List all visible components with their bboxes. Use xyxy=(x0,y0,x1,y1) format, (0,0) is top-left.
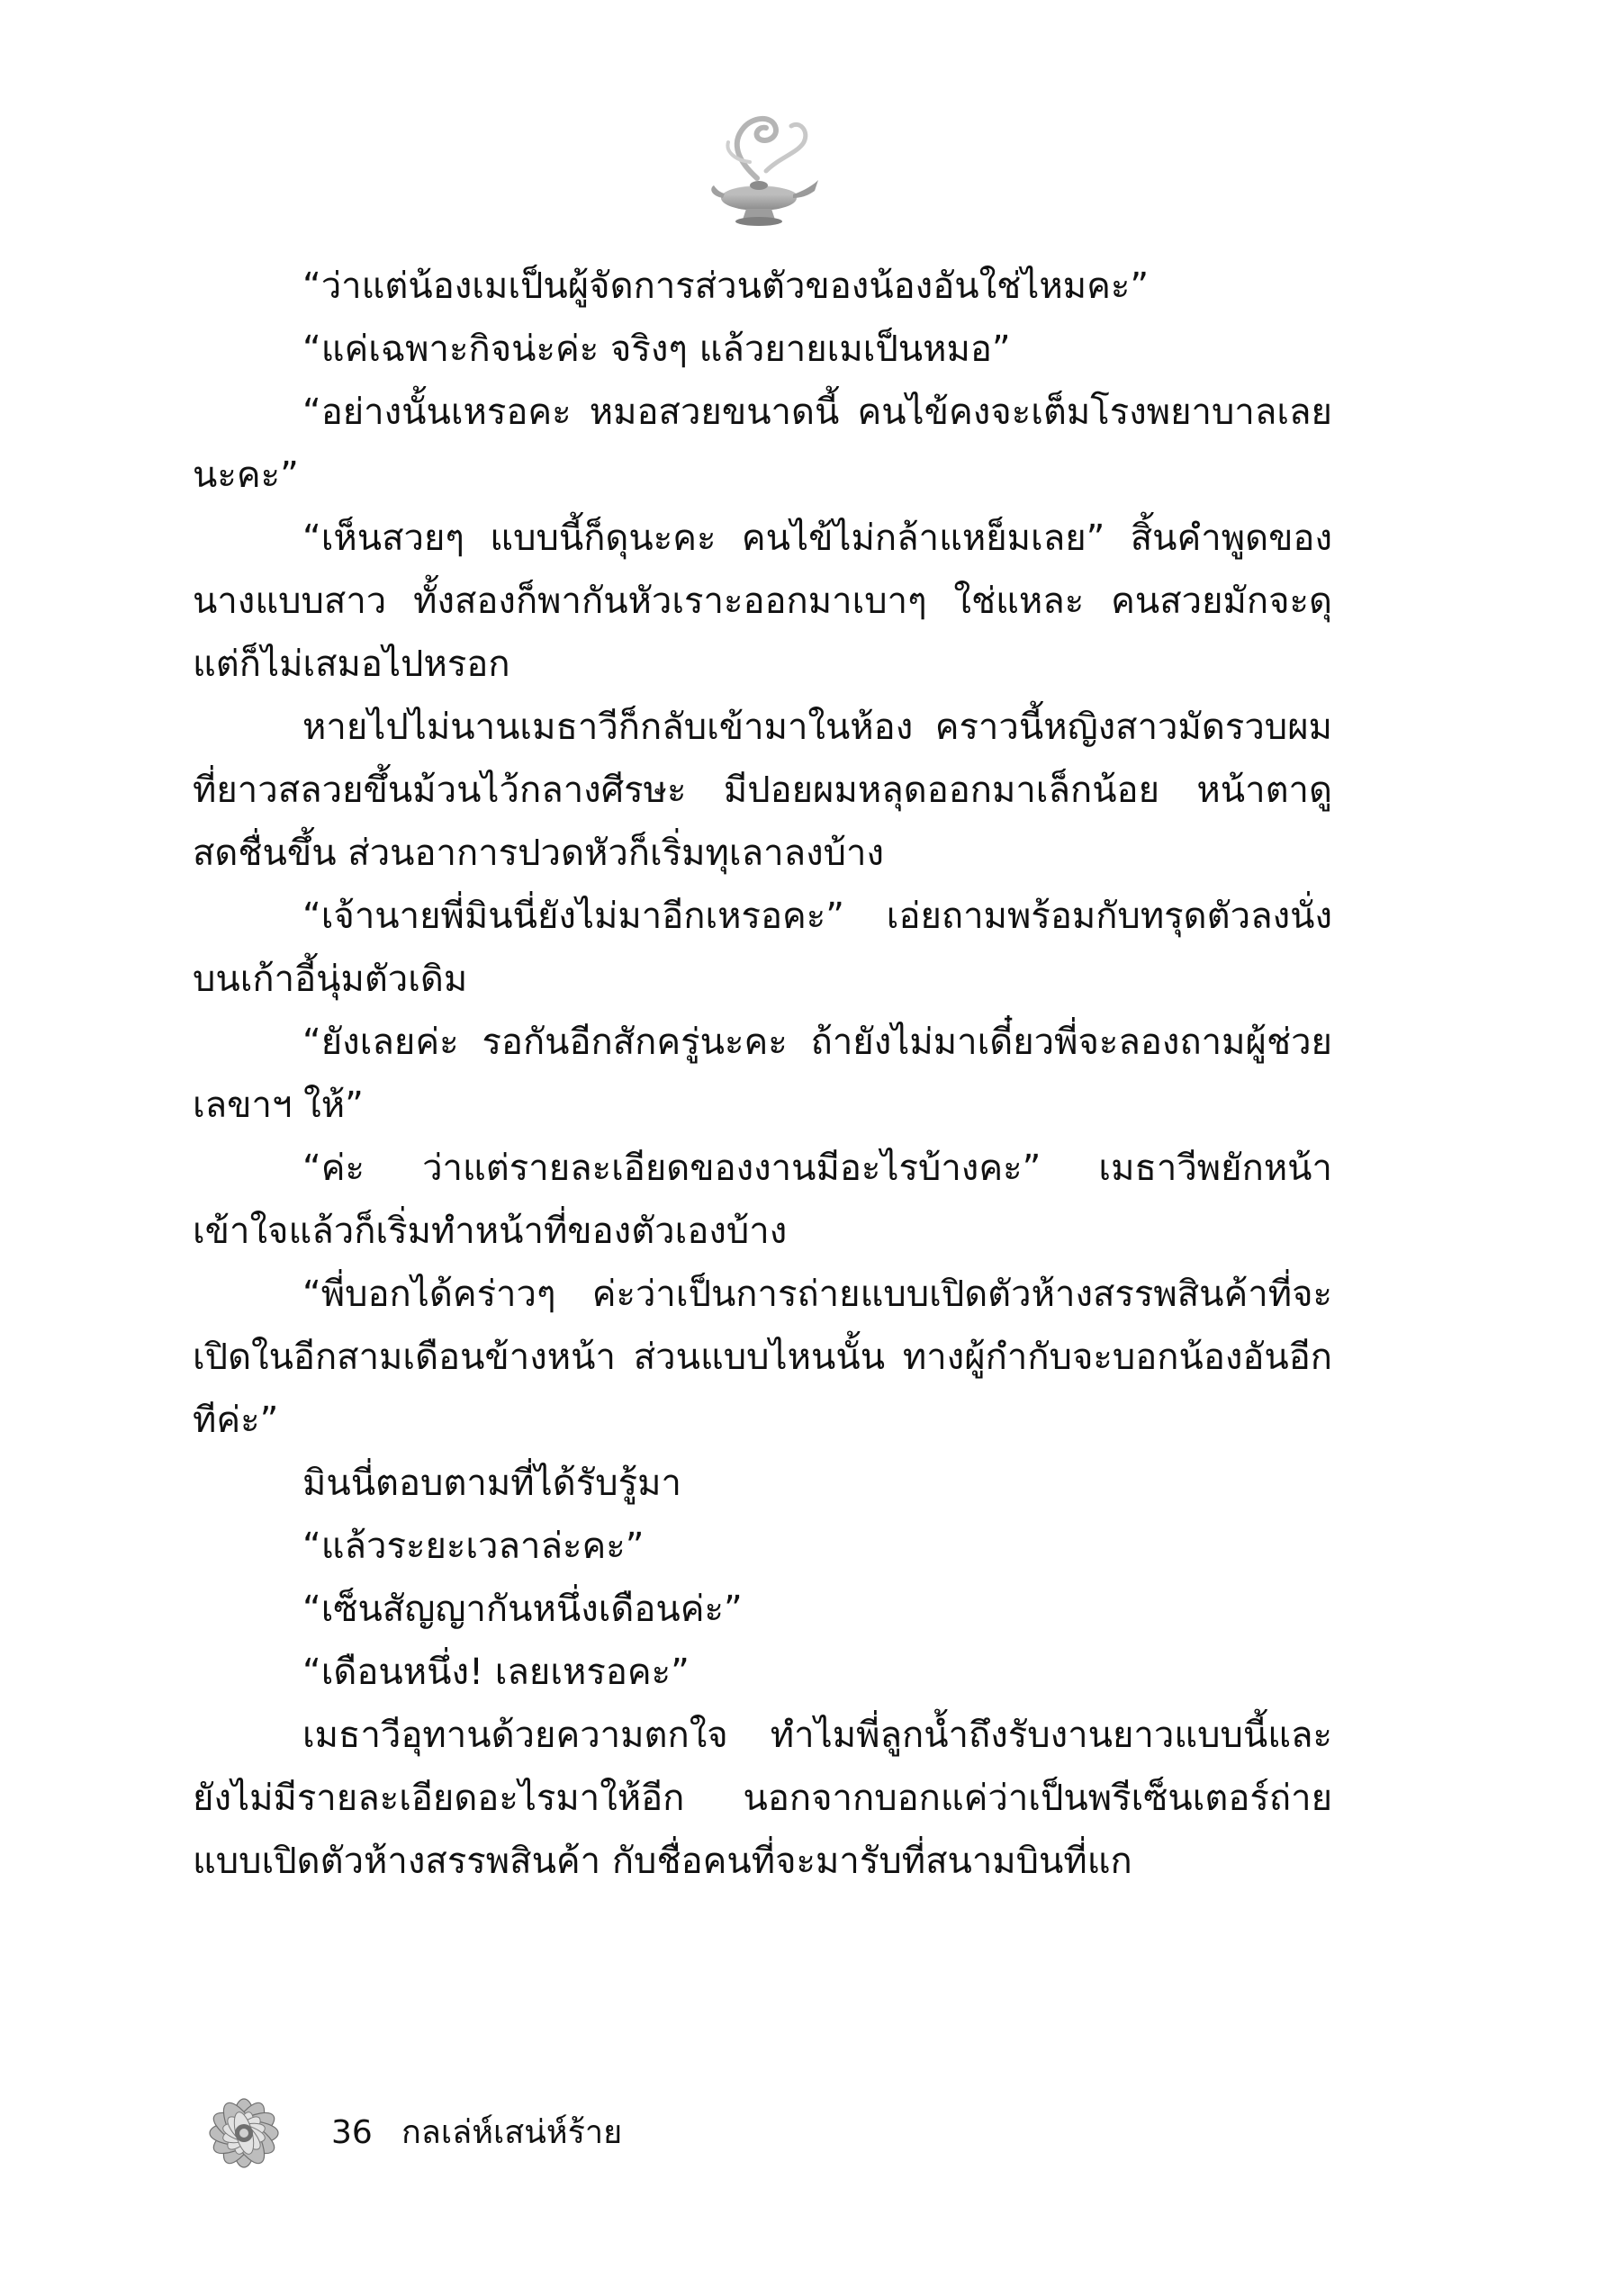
paragraph: “เจ้านายพี่มินนี่ยังไม่มาอีกเหรอคะ” เอ่ยถามพร้อมกับทรุดตัวลงนั่งบนเก้าอี้นุ่มตัวเดิม xyxy=(193,896,1332,1000)
paragraph: “ว่าแต่น้องเมเป็นผู้จัดการส่วนตัวของน้องอันใช่ไหมคะ” xyxy=(302,266,1150,307)
paragraph: เมธาวีอุทานด้วยความตกใจ ทำไมพี่ลูกน้ำถึงรับงานยาวแบบนี้และยังไม่มีรายละเอียดอะไรมาให้อีก นอกจากบอกแค่ว่าเป็นพรีเซ็นเตอร์ถ่ายแบบเปิดตัวห้างสรรพสินค้า กับชื่อคนที่จะมารับที่สนามบินที่แก xyxy=(193,1715,1332,1882)
paragraph: “เซ็นสัญญากันหนึ่งเดือนค่ะ” xyxy=(302,1589,743,1630)
paragraph: “อย่างนั้นเหรอคะ หมอสวยขนาดนี้ คนไข้คงจะเต็มโรงพยาบาลเลยนะคะ” xyxy=(193,392,1332,496)
paragraph: “ยังเลยค่ะ รอกันอีกสักครู่นะคะ ถ้ายังไม่มาเดี๋ยวพี่จะลองถามผู้ช่วยเลขาฯ ให้” xyxy=(193,1022,1332,1126)
paragraph: “เดือนหนึ่ง! เลยเหรอคะ” xyxy=(302,1652,690,1693)
paragraph: หายไปไม่นานเมธาวีก็กลับเข้ามาในห้อง คราวนี้หญิงสาวมัดรวบผมที่ยาวสลวยขึ้นม้วนไว้กลางศีรษะ มีปอยผมหลุดออกมาเล็กน้อย หน้าตาดูสดชื่นขึ้น ส่วนอาการปวดหัวก็เริ่มทุเลาลงบ้าง xyxy=(193,707,1332,874)
paragraph: “แค่เฉพาะกิจน่ะค่ะ จริงๆ แล้วยายเมเป็นหมอ” xyxy=(302,329,1011,370)
book-title: กลเล่ห์เสน่ห์ร้าย xyxy=(401,2114,623,2151)
body-text xyxy=(193,255,1332,1893)
flower-ornament-icon xyxy=(185,2079,302,2187)
page-footer xyxy=(185,2079,816,2187)
paragraph: “แล้วระยะเวลาล่ะคะ” xyxy=(302,1526,645,1567)
paragraph: “เห็นสวยๆ แบบนี้ก็ดุนะคะ คนไข้ไม่กล้าแหย็มเลย” สิ้นคำพูดของนางแบบสาว ทั้งสองก็พากันหัวเราะออกมาเบาๆ ใช่แหละ คนสวยมักจะดุแต่ก็ไม่เสมอไปหรอก xyxy=(193,518,1332,685)
page-number: 36 xyxy=(331,2114,373,2151)
genie-lamp-icon xyxy=(703,108,820,230)
paragraph: “ค่ะ ว่าแต่รายละเอียดของงานมีอะไรบ้างคะ” เมธาวีพยักหน้าเข้าใจแล้วก็เริ่มทำหน้าที่ของตัวเองบ้าง xyxy=(193,1148,1332,1252)
paragraph: มินนี่ตอบตามที่ได้รับรู้มา xyxy=(302,1463,681,1504)
paragraph: “พี่บอกได้คร่าวๆ ค่ะว่าเป็นการถ่ายแบบเปิดตัวห้างสรรพสินค้าที่จะเปิดในอีกสามเดือนข้างหน้า ส่วนแบบไหนนั้น ทางผู้กำกับจะบอกน้องอันอีกทีค่ะ” xyxy=(193,1274,1332,1441)
